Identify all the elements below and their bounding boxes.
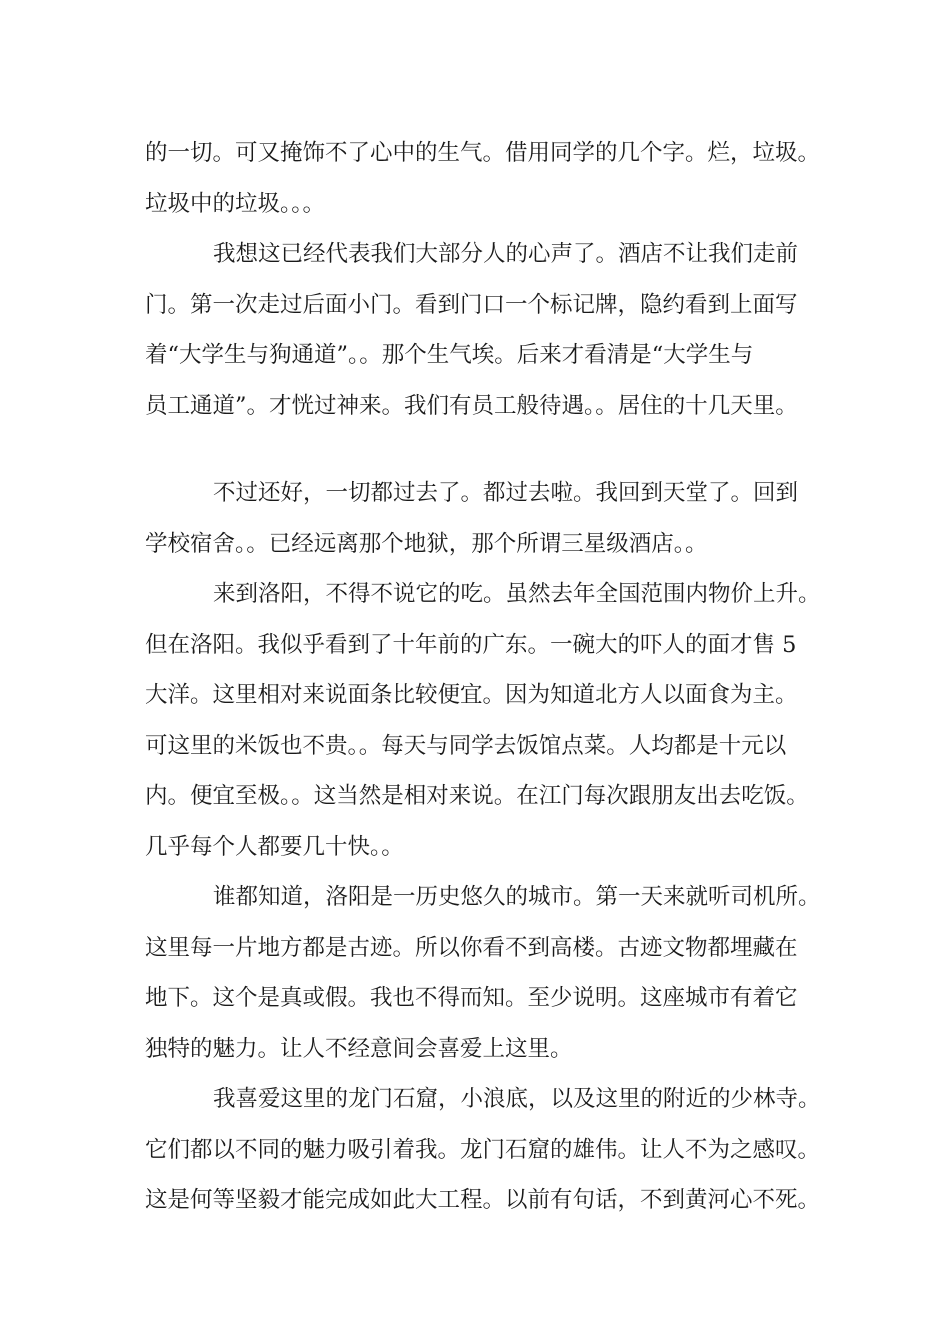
text-line: 几乎每个人都要几十快。。 (145, 833, 404, 860)
paragraph-start-line: 我喜爱这里的龙门石窟，小浪底，以及这里的附近的少林寺。 (213, 1086, 821, 1112)
text-line: 它们都以不同的魅力吸引着我。龙门石窟的雄伟。让人不为之感叹。 (145, 1136, 821, 1163)
text-line: 大洋。这里相对来说面条比较便宜。因为知道北方人以面食为主。 (145, 682, 798, 708)
text-line: 内。便宜至极。。这当然是相对来说。在江门每次跟朋友出去吃饭。 (145, 783, 809, 809)
paragraph-start-line: 我想这已经代表我们大部分人的心声了。酒店不让我们走前 (213, 241, 799, 267)
text-line: 这是何等坚毅才能完成如此大工程。以前有句话，不到黄河心不死。 (145, 1187, 821, 1213)
text-line: 独特的魅力。让人不经意间会喜爱上这里。 (145, 1035, 573, 1062)
text-line: 学校宿舍。。已经远离那个地狱，那个所谓三星级酒店。。 (145, 530, 708, 557)
paragraph-start-line: 来到洛阳，不得不说它的吃。虽然去年全国范围内物价上升。 (213, 581, 821, 607)
text-line: 的一切。可又掩饰不了心中的生气。借用同学的几个字。烂，垃圾。 (145, 140, 821, 166)
paragraph-start-line: 谁都知道，洛阳是一历史悠久的城市。第一天来就听司机所。 (213, 884, 821, 910)
text-line: 着“大学生与狗通道”。。那个生气埃。后来才看清是“大学生与 (145, 342, 754, 368)
text-line: 垃圾中的垃圾。。。 (145, 190, 326, 217)
text-line: 门。第一次走过后面小门。看到门口一个标记牌，隐约看到上面写 (145, 291, 798, 318)
body-text (145, 128, 835, 1226)
text-line: 员工通道”。才恍过神来。我们有员工般待遇。。居住的十几天里。 (145, 392, 798, 419)
paragraph-start-line: 不过还好，一切都过去了。都过去啦。我回到天堂了。回到 (213, 480, 799, 506)
blank-line (145, 431, 835, 468)
text-line: 这里每一片地方都是古迹。所以你看不到高楼。古迹文物都埋藏在 (145, 934, 798, 961)
text-line: 可这里的米饭也不贵。。每天与同学去饭馆点菜。人均都是十元以 (145, 732, 787, 759)
text-line: 地下。这个是真或假。我也不得而知。至少说明。这座城市有着它 (145, 985, 798, 1011)
text-line: 但在洛阳。我似乎看到了十年前的广东。一碗大的吓人的面才售 5 (145, 631, 797, 658)
